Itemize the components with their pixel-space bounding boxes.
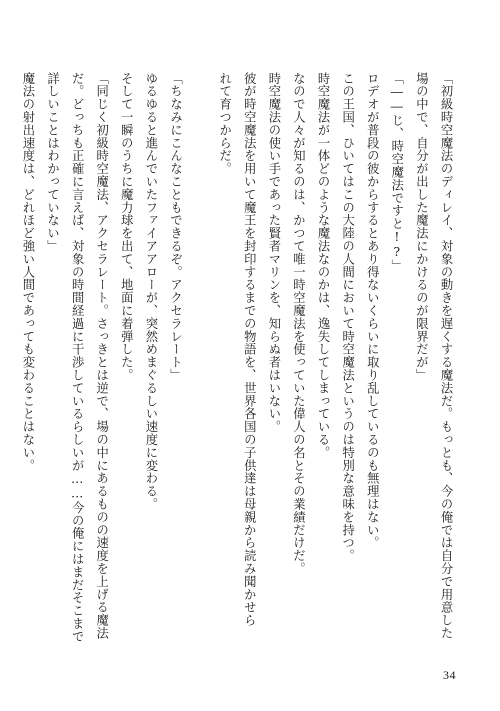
text-line: 魔法の射出速度は、どれほど強い人間であっても変わることはない。 [20, 72, 35, 472]
blank-line [187, 72, 212, 632]
vertical-text-block [15, 72, 458, 643]
text-line: 時空魔法の使い手であった賢者マリンを、知らぬ者はいない。 [266, 72, 281, 434]
text-line: 「同じく初級時空魔法、アクセラレート。さっきとは逆で、場の中にあるものの速度を上げる魔法 [94, 72, 109, 640]
text-line: 「ちなみにこんなこともできるぞ。アクセラレート」 [168, 72, 183, 382]
text-line: ゆるゆると進んでいたファイアアローが、突然めまぐるしい速度に変わる。 [143, 72, 158, 511]
text-line: なので人々が知るのは、かつて唯一時空魔法を使っていた偉人の名とその業績だけだ。 [291, 72, 306, 576]
text-line: 「――じ、時空魔法ですと!?」 [389, 72, 404, 273]
text-line: 彼が時空魔法を用いて魔王を封印するまでの物語を、世界各国の子供達は母親から読み聞かせら [242, 72, 257, 627]
page-number: 34 [443, 668, 456, 682]
text-line: 詳しいことはわかっていない」 [45, 72, 60, 253]
text-line: そして一瞬のうちに魔力球を出て、地面に着弾した。 [119, 72, 134, 382]
text-line: ロデオが普段の彼からするとあり得ないくらいに取り乱しているのも無理はない。 [365, 72, 380, 550]
text-line: だ。どっちも正確に言えば、対象の時間経過に干渉しているらしいが……今の俺にはまだそこまで [70, 72, 85, 643]
text-line: 「初級時空魔法のディレイ、対象の動きを遅くする魔法だ。もっとも、今の俺では自分で用意した [439, 72, 453, 640]
text-line: 時空魔法が一体どのような魔法なのかは、逸失してしまっている。 [316, 72, 331, 459]
text-line: 場の中で、自分が出した魔法にかけるのが限界だが」 [414, 72, 429, 382]
text-line: れて育つからだ。 [217, 72, 232, 176]
text-line: この王国、ひいてはこの大陸の人間において時空魔法というのは特別な意味を持つ。 [340, 72, 355, 563]
